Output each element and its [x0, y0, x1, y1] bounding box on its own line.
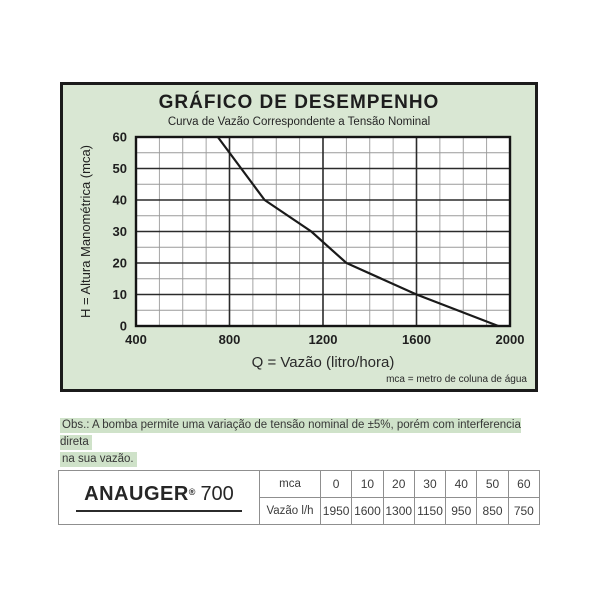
flow-rate-table	[58, 470, 540, 525]
brand-model: 700	[200, 483, 234, 505]
registered-mark-icon: ®	[188, 487, 196, 497]
mca-value-cell: 50	[477, 471, 508, 498]
mca-value-cell: 10	[352, 471, 383, 498]
vazao-value-cell: 750	[508, 498, 539, 525]
x-axis-label: Q = Vazão (litro/hora)	[251, 354, 395, 371]
x-tick-label: 1600	[402, 332, 431, 347]
mca-value-cell: 20	[383, 471, 414, 498]
x-tick-label: 2000	[495, 332, 525, 347]
chart-subtitle: Curva de Vazão Correspondente a Tensão Nominal	[167, 116, 431, 128]
y-tick-label: 40	[112, 192, 127, 208]
performance-chart	[63, 85, 535, 389]
y-tick-label: 30	[112, 224, 127, 239]
y-tick-label: 20	[112, 255, 127, 271]
chart-title: GRÁFICO DE DESEMPENHO	[158, 92, 440, 113]
row-label-vazao: Vazão l/h	[260, 498, 321, 525]
mca-value-cell: 0	[321, 471, 352, 498]
observation-line-2: na sua vazão.	[60, 451, 546, 468]
observation-line-1: Obs.: A bomba permite uma variação de tensão nominal de ±5%, porém com interferencia direta	[60, 419, 521, 448]
mca-value-cell: 40	[446, 471, 477, 498]
table-row-mca	[59, 471, 540, 498]
vazao-value-cell: 850	[477, 498, 508, 525]
observation-note	[60, 417, 546, 468]
y-tick-label: 60	[112, 129, 127, 145]
vazao-value-cell: 1950	[321, 498, 352, 525]
vazao-value-cell: 950	[446, 498, 477, 525]
row-label-mca: mca	[260, 471, 321, 498]
mca-value-cell: 30	[414, 471, 445, 498]
performance-panel	[60, 82, 538, 392]
vazao-value-cell: 1300	[383, 498, 414, 525]
mca-footnote: mca = metro de coluna de água	[386, 374, 527, 385]
vazao-value-cell: 1150	[414, 498, 445, 525]
y-axis-label: H = Altura Manométrica (mca)	[78, 144, 93, 319]
brand-cell	[59, 471, 260, 525]
y-tick-label: 0	[119, 318, 127, 334]
x-tick-label: 1200	[308, 332, 338, 347]
mca-value-cell: 60	[508, 471, 539, 498]
vazao-value-cell: 1600	[352, 498, 383, 525]
brand-name: ANAUGER	[84, 483, 189, 505]
brand-logo	[76, 483, 242, 512]
x-tick-label: 400	[125, 332, 147, 347]
y-tick-label: 10	[112, 287, 127, 302]
y-tick-label: 50	[112, 161, 127, 176]
x-tick-label: 800	[218, 332, 241, 347]
